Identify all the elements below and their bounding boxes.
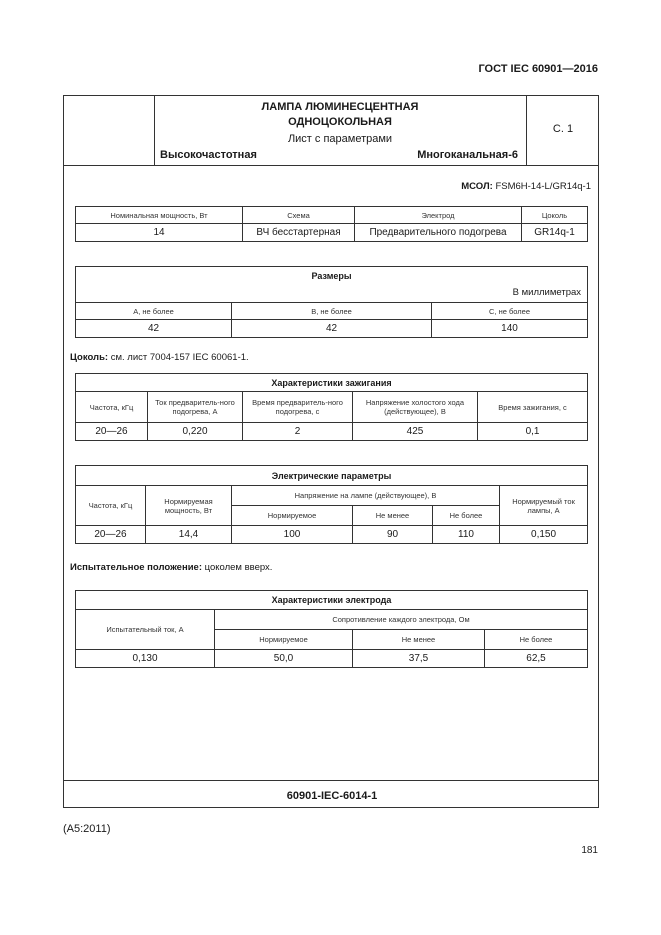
- header-electrode: Электрод: [355, 207, 522, 224]
- header-el-power: Нормируемая мощность, Вт: [146, 486, 232, 526]
- value-ign-preheat-current: 0,220: [148, 423, 243, 441]
- page-label: С. 1: [552, 123, 574, 135]
- header-res-max: Не более: [485, 630, 588, 650]
- value-el-current: 0,150: [500, 526, 588, 544]
- ignition-title: Характеристики зажигания: [76, 374, 588, 392]
- value-dim-c: 140: [432, 320, 588, 338]
- footer-line: [64, 780, 598, 781]
- value-res-nominal: 50,0: [215, 650, 353, 668]
- header-el-max: Не более: [433, 506, 500, 526]
- dimensions-unit: В миллиметрах: [512, 287, 582, 298]
- value-el-min: 90: [353, 526, 433, 544]
- test-position-label: Испытательное положение:: [70, 562, 202, 573]
- dimensions-table: [75, 266, 588, 338]
- test-position-text: цоколем вверх.: [204, 562, 273, 573]
- title-line-1: ЛАМПА ЛЮМИНЕСЦЕНТНАЯ: [261, 101, 419, 113]
- standard-number: ГОСТ IEC 60901—2016: [478, 63, 598, 75]
- title-line-2: ОДНОЦОКОЛЬНАЯ: [288, 116, 392, 128]
- header-res-min: Не менее: [353, 630, 485, 650]
- value-el-nominal: 100: [232, 526, 353, 544]
- title-bottom-line: [64, 165, 598, 166]
- value-ign-time: 0,1: [478, 423, 588, 441]
- header-ign-open-voltage: Напряжение холостого хода (действующее), В: [353, 392, 478, 423]
- amendment-note: (А5:2011): [63, 823, 111, 835]
- value-ign-open-voltage: 425: [353, 423, 478, 441]
- sheet-code: 60901-IEC-6014-1: [286, 790, 378, 802]
- value-el-freq: 20—26: [76, 526, 146, 544]
- value-power: 14: [76, 224, 243, 242]
- value-ign-preheat-time: 2: [243, 423, 353, 441]
- lamp-main-table: [75, 206, 588, 242]
- value-electrode: Предварительного подогрева: [355, 224, 522, 242]
- header-ign-freq: Частота, кГц: [76, 392, 148, 423]
- dimensions-title-cell: [76, 267, 588, 303]
- value-res-min: 37,5: [353, 650, 485, 668]
- header-res-nominal: Нормируемое: [215, 630, 353, 650]
- title-subtitle: Лист с параметрами: [287, 133, 393, 145]
- electrical-table: [75, 465, 588, 544]
- header-ign-preheat-time: Время предваритель-ного подогрева, с: [243, 392, 353, 423]
- value-ign-freq: 20—26: [76, 423, 148, 441]
- header-dim-a: А, не более: [76, 303, 232, 320]
- header-ign-preheat-current: Ток предваритель-ного подогрева, А: [148, 392, 243, 423]
- header-ign-time: Время зажигания, с: [478, 392, 588, 423]
- header-resistance: Сопротивление каждого электрода, Ом: [215, 610, 588, 630]
- title-left-label: Высокочастотная: [160, 149, 257, 161]
- value-scheme: ВЧ бесстартерная: [243, 224, 355, 242]
- header-el-min: Не менее: [353, 506, 433, 526]
- header-el-nominal: Нормируемое: [232, 506, 353, 526]
- header-el-current: Нормируемый ток лампы, А: [500, 486, 588, 526]
- value-dim-b: 42: [232, 320, 432, 338]
- title-right-label: Многоканальная-6: [417, 149, 518, 161]
- test-position-note: [70, 562, 272, 573]
- header-scheme: Схема: [243, 207, 355, 224]
- sheet-frame: [63, 95, 599, 808]
- value-dim-a: 42: [76, 320, 232, 338]
- header-dim-b: В, не более: [232, 303, 432, 320]
- header-base: Цоколь: [522, 207, 588, 224]
- page-number: 181: [581, 845, 598, 856]
- ignition-table: [75, 373, 588, 441]
- value-el-max: 110: [433, 526, 500, 544]
- electrical-title: Электрические параметры: [76, 466, 588, 486]
- header-el-voltage: Напряжение на лампе (действующее), В: [232, 486, 500, 506]
- value-test-current: 0,130: [76, 650, 215, 668]
- value-res-max: 62,5: [485, 650, 588, 668]
- mcol-line: [461, 181, 591, 192]
- mcol-label: МСОЛ:: [461, 181, 493, 192]
- electrode-table: [75, 590, 588, 668]
- header-power: Номинальная мощность, Вт: [76, 207, 243, 224]
- value-el-power: 14,4: [146, 526, 232, 544]
- mcol-value: FSM6H-14-L/GR14q-1: [495, 181, 591, 192]
- header-dim-c: С, не более: [432, 303, 588, 320]
- electrode-title: Характеристики электрода: [76, 591, 588, 610]
- header-test-current: Испытательный ток, А: [76, 610, 215, 650]
- base-note-text: см. лист 7004-157 IEC 60061-1.: [110, 352, 249, 363]
- base-note-label: Цоколь:: [70, 352, 109, 363]
- base-note: [70, 352, 249, 363]
- dimensions-title: Размеры: [311, 271, 352, 281]
- header-el-freq: Частота, кГц: [76, 486, 146, 526]
- value-base: GR14q-1: [522, 224, 588, 242]
